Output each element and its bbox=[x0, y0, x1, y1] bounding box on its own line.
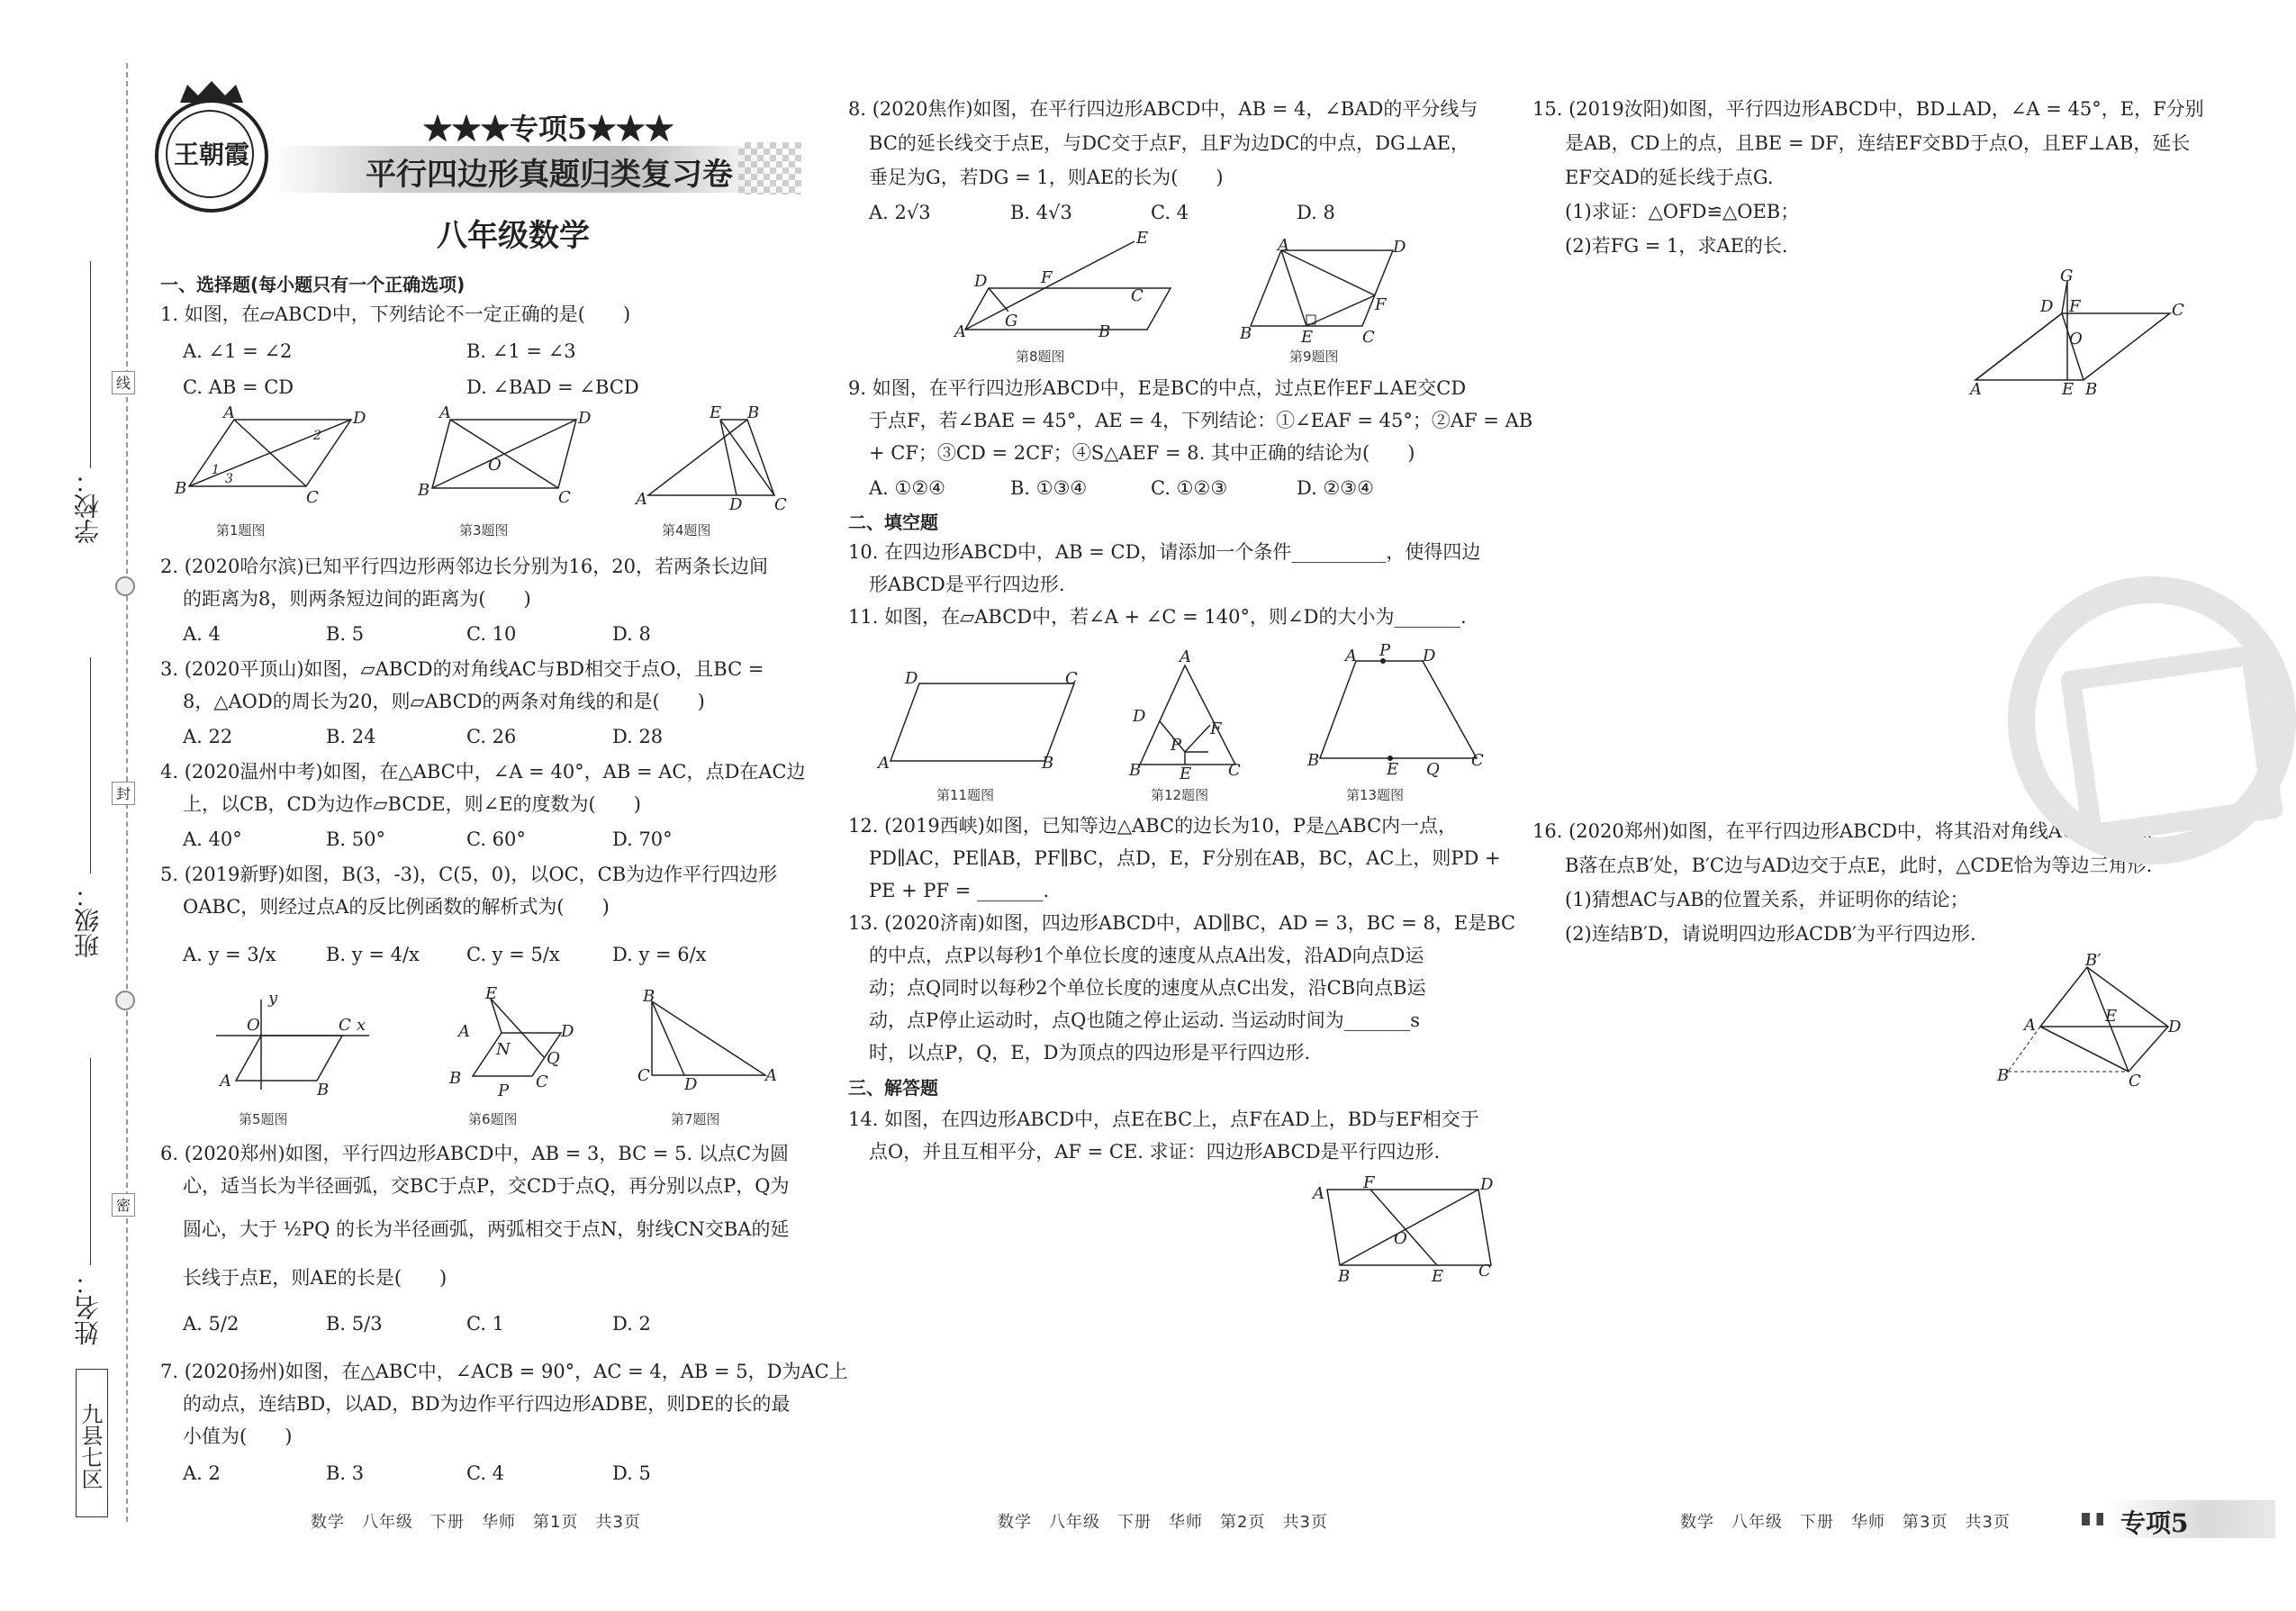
q5-option-b[interactable]: B. y = 4/x bbox=[326, 944, 420, 965]
svg-text:B: B bbox=[317, 1081, 330, 1100]
figure-6 bbox=[446, 986, 581, 1103]
question-13-line5: 时，以点P，Q，E，D为顶点的四边形是平行四边形. bbox=[869, 1042, 1311, 1063]
question-1: 1. 如图，在▱ABCD中，下列结论不一定正确的是( ) bbox=[160, 303, 631, 325]
q9-option-c[interactable]: C. ①②③ bbox=[1151, 477, 1228, 499]
svg-text:Q: Q bbox=[1426, 760, 1440, 779]
svg-text:B: B bbox=[175, 479, 187, 498]
q8-option-b[interactable]: B. 4√3 bbox=[1010, 202, 1072, 223]
caption-fig7: 第7题图 bbox=[671, 1111, 720, 1127]
watermark-seal bbox=[2008, 576, 2296, 864]
svg-text:B: B bbox=[1307, 751, 1320, 770]
svg-text:D: D bbox=[974, 272, 988, 291]
q5-option-a[interactable]: A. y = 3/x bbox=[183, 944, 276, 965]
svg-text:D: D bbox=[1393, 238, 1406, 257]
svg-text:G: G bbox=[1005, 312, 1018, 330]
svg-text:1: 1 bbox=[212, 463, 220, 477]
footer-tag-squares bbox=[2082, 1513, 2109, 1525]
q4-option-a[interactable]: A. 40° bbox=[183, 828, 242, 850]
question-15-sub2: (2)若FG = 1，求AE的长. bbox=[1565, 235, 1788, 257]
figure-3 bbox=[414, 403, 594, 507]
question-12-line3: PE + PF = _______. bbox=[869, 880, 1050, 901]
q8-option-d[interactable]: D. 8 bbox=[1297, 202, 1335, 223]
q5-option-c[interactable]: C. y = 5/x bbox=[466, 944, 560, 965]
footer-page-3: 数学 八年级 下册 华师 第3页 共3页 bbox=[1680, 1513, 2011, 1532]
q2-option-b[interactable]: B. 5 bbox=[326, 623, 365, 645]
caption-fig5: 第5题图 bbox=[239, 1111, 288, 1127]
subject-title: 八年级数学 bbox=[437, 218, 590, 254]
svg-text:F: F bbox=[1363, 1173, 1375, 1192]
q2-option-c[interactable]: C. 10 bbox=[466, 623, 517, 645]
svg-text:C: C bbox=[2129, 1072, 2141, 1091]
svg-text:D: D bbox=[1423, 647, 1436, 665]
q1-option-a[interactable]: A. ∠1 = ∠2 bbox=[183, 340, 293, 362]
question-13-line2: 的中点，点P以每秒1个单位长度的速度从点A出发，沿AD向点D运 bbox=[869, 945, 1424, 966]
svg-text:C: C bbox=[536, 1072, 548, 1091]
svg-text:C: C bbox=[1471, 751, 1484, 770]
svg-text:C: C bbox=[1065, 669, 1078, 688]
figure-13 bbox=[1307, 641, 1496, 779]
question-15-line3: EF交AD的延长线于点G. bbox=[1565, 167, 1774, 188]
q9-option-b[interactable]: B. ①③④ bbox=[1010, 477, 1088, 499]
svg-text:E: E bbox=[1387, 760, 1399, 779]
page-title: 平行四边形真题归类复习卷 bbox=[366, 157, 733, 193]
svg-text:A: A bbox=[2024, 1016, 2036, 1035]
footer-page-1: 数学 八年级 下册 华师 第1页 共3页 bbox=[311, 1513, 641, 1532]
svg-text:3: 3 bbox=[225, 472, 233, 486]
svg-text:B: B bbox=[1997, 1066, 2010, 1085]
q8-option-a[interactable]: A. 2√3 bbox=[869, 202, 931, 223]
svg-text:A: A bbox=[1313, 1184, 1324, 1203]
school-label: 学校： bbox=[73, 468, 103, 544]
question-6-line4: 长线于点E，则AE的长是( ) bbox=[183, 1267, 447, 1289]
svg-text:E: E bbox=[1301, 328, 1314, 347]
question-5-line2: OABC，则经过点A的反比例函数的解析式为( ) bbox=[183, 896, 610, 918]
logo-badge bbox=[155, 99, 268, 213]
svg-text:C: C bbox=[2172, 301, 2184, 320]
question-16-sub1: (1)猜想AC与AB的位置关系，并证明你的结论； bbox=[1565, 889, 1969, 910]
svg-text:C: C bbox=[1131, 286, 1143, 305]
q2-option-a[interactable]: A. 4 bbox=[183, 623, 221, 645]
figure-4 bbox=[630, 405, 792, 513]
svg-text:Q: Q bbox=[547, 1049, 560, 1068]
svg-text:P: P bbox=[498, 1082, 510, 1100]
name-label: 姓名： bbox=[73, 1270, 103, 1345]
question-16-sub2: (2)连结B′D，请说明四边形ACDB′为平行四边形. bbox=[1565, 923, 1976, 945]
question-9: 9. 如图，在平行四边形ABCD中，E是BC的中点，过点E作EF⊥AE交CD bbox=[848, 377, 1467, 399]
svg-text:B: B bbox=[1042, 754, 1054, 773]
q3-option-b[interactable]: B. 24 bbox=[326, 726, 376, 747]
question-9-line2: 于点F，若∠BAE = 45°，AE = 4，下列结论：①∠EAF = 45°；②AF = AB bbox=[869, 410, 1533, 431]
svg-text:P: P bbox=[1171, 736, 1182, 755]
question-7: 7. (2020扬州)如图，在△ABC中，∠ACB = 90°，AC = 4，AB = 5，D为AC上 bbox=[160, 1361, 848, 1382]
q6-option-a[interactable]: A. 5/2 bbox=[183, 1313, 240, 1335]
svg-text:E: E bbox=[1432, 1267, 1444, 1286]
question-6-line2: 心，适当长为半径画弧，交BC于点P，交CD于点Q，再分别以点P，Q为 bbox=[183, 1175, 790, 1197]
svg-text:D: D bbox=[353, 409, 366, 428]
binding-mark-line: 线 bbox=[112, 371, 135, 394]
svg-text:D: D bbox=[561, 1022, 574, 1041]
svg-text:G: G bbox=[2060, 267, 2074, 285]
svg-text:B′: B′ bbox=[2085, 951, 2102, 970]
figure-12 bbox=[1127, 647, 1253, 783]
svg-text:B: B bbox=[643, 987, 655, 1006]
question-7-line2: 的动点，连结BD，以AD，BD为边作平行四边形ADBE，则DE的长的最 bbox=[183, 1393, 791, 1415]
question-10: 10. 在四边形ABCD中，AB = CD，请添加一个条件__________，使得四边 bbox=[848, 541, 1481, 563]
question-2: 2. (2020哈尔滨)已知平行四边形两邻边长分别为16，20，若两条长边间 bbox=[160, 556, 768, 577]
caption-fig6: 第6题图 bbox=[468, 1111, 518, 1127]
question-15-line2: 是AB，CD上的点，且BE = DF，连结EF交BD于点O，且EF⊥AB，延长 bbox=[1565, 132, 2191, 154]
svg-text:A: A bbox=[1970, 380, 1982, 399]
svg-text:A: A bbox=[636, 490, 647, 509]
svg-text:B: B bbox=[1240, 324, 1252, 343]
q1-option-b[interactable]: B. ∠1 = ∠3 bbox=[466, 340, 576, 362]
question-11: 11. 如图，在▱ABCD中，若∠A + ∠C = 140°，则∠D的大小为_______. bbox=[848, 606, 1467, 628]
figure-15 bbox=[1963, 267, 2184, 403]
svg-text:D: D bbox=[2168, 1018, 2182, 1036]
svg-text:E: E bbox=[1136, 229, 1149, 248]
q4-option-d[interactable]: D. 70° bbox=[612, 828, 673, 850]
svg-text:E: E bbox=[2062, 380, 2075, 399]
caption-fig8: 第8题图 bbox=[1016, 348, 1065, 365]
question-9-line3: + CF；③CD = 2CF；④S△AEF = 8. 其中正确的结论为( ) bbox=[869, 442, 1415, 464]
svg-text:A: A bbox=[878, 754, 890, 773]
q7-option-d[interactable]: D. 5 bbox=[612, 1462, 651, 1484]
svg-text:C: C bbox=[1228, 761, 1241, 780]
svg-text:C: C bbox=[1478, 1262, 1491, 1281]
figure-1 bbox=[171, 403, 369, 507]
section-fill: 二、填空题 bbox=[848, 511, 938, 533]
svg-text:O: O bbox=[1394, 1229, 1407, 1248]
caption-fig12: 第12题图 bbox=[1151, 787, 1209, 803]
svg-text:C: C bbox=[1362, 328, 1375, 347]
svg-text:D: D bbox=[2040, 297, 2054, 316]
question-16-line2: B落在点B′处，B′C边与AD边交于点E，此时，△CDE恰为等边三角形. bbox=[1565, 855, 2153, 876]
section-choice: 一、选择题(每小题只有一个正确选项) bbox=[160, 274, 466, 295]
svg-text:B: B bbox=[1129, 761, 1142, 780]
footer-tag: 专项5 bbox=[2120, 1508, 2189, 1538]
svg-text:x: x bbox=[357, 1016, 366, 1035]
q3-option-c[interactable]: C. 26 bbox=[466, 726, 517, 747]
question-13: 13. (2020济南)如图，四边形ABCD中，AD∥BC，AD = 3，BC = 8，E是BC bbox=[848, 912, 1516, 934]
svg-text:D: D bbox=[1480, 1175, 1494, 1194]
question-3: 3. (2020平顶山)如图，▱ABCD的对角线AC与BD相交于点O，且BC = bbox=[160, 658, 764, 680]
caption-fig11: 第11题图 bbox=[936, 787, 995, 803]
caption-fig13: 第13题图 bbox=[1346, 787, 1405, 803]
svg-text:E: E bbox=[485, 984, 498, 1003]
binding-mark-close: 密 bbox=[112, 1193, 135, 1217]
svg-text:F: F bbox=[1210, 720, 1222, 738]
svg-text:D: D bbox=[1133, 707, 1146, 726]
svg-text:y: y bbox=[268, 989, 278, 1008]
svg-text:C: C bbox=[637, 1066, 650, 1085]
svg-text:O: O bbox=[488, 456, 502, 475]
svg-text:A: A bbox=[954, 322, 966, 341]
question-15-sub1: (1)求证：△OFD≌△OEB； bbox=[1565, 201, 1800, 222]
name-field[interactable] bbox=[90, 1058, 91, 1265]
question-15: 15. (2019汝阳)如图，平行四边形ABCD中，BD⊥AD，∠A = 45°，E，F分别 bbox=[1532, 98, 2204, 120]
logo-crown-icon bbox=[178, 81, 245, 104]
svg-text:F: F bbox=[2069, 297, 2081, 316]
question-13-line4: 动，点P停止运动时，点Q也随之停止运动. 当运动时间为_______s bbox=[869, 1009, 1420, 1031]
caption-fig3: 第3题图 bbox=[459, 522, 509, 539]
caption-fig1: 第1题图 bbox=[216, 522, 266, 539]
q7-option-b[interactable]: B. 3 bbox=[326, 1462, 365, 1484]
q6-option-d[interactable]: D. 2 bbox=[612, 1313, 651, 1335]
question-8-line2: BC的延长线交于点E，与DC交于点F，且F为边DC的中点，DG⊥AE， bbox=[869, 132, 1470, 154]
svg-text:A: A bbox=[458, 1022, 470, 1041]
binding-mark-seal: 封 bbox=[112, 782, 135, 805]
svg-text:A: A bbox=[220, 1072, 231, 1091]
question-16: 16. (2020郑州)如图，在平行四边形ABCD中，将其沿对角线AC对折，点 bbox=[1532, 820, 2153, 842]
svg-text:N: N bbox=[496, 1040, 511, 1059]
svg-text:A: A bbox=[765, 1066, 777, 1085]
figure-9 bbox=[1238, 236, 1418, 347]
figure-14 bbox=[1313, 1173, 1494, 1286]
q3-option-a[interactable]: A. 22 bbox=[183, 726, 233, 747]
caption-fig9: 第9题图 bbox=[1289, 348, 1339, 365]
svg-text:A: A bbox=[1278, 236, 1289, 255]
question-8: 8. (2020焦作)如图，在平行四边形ABCD中，AB = 4，∠BAD的平分线与 bbox=[848, 98, 1478, 120]
question-6-line3: 圆心，大于 ½PQ 的长为半径画弧，两弧相交于点N，射线CN交BA的延 bbox=[183, 1218, 790, 1240]
svg-text:F: F bbox=[1375, 295, 1387, 314]
svg-text:D: D bbox=[905, 669, 918, 688]
q6-option-b[interactable]: B. 5/3 bbox=[326, 1313, 383, 1335]
binding-dot bbox=[115, 991, 135, 1010]
q7-option-c[interactable]: C. 4 bbox=[466, 1462, 505, 1484]
q3-option-d[interactable]: D. 28 bbox=[612, 726, 664, 747]
logo-text: 王朝霞 bbox=[173, 140, 249, 169]
caption-fig4: 第4题图 bbox=[662, 522, 711, 539]
binding-dot bbox=[115, 576, 135, 596]
svg-text:C: C bbox=[306, 488, 319, 507]
svg-text:F: F bbox=[1041, 268, 1053, 287]
area-box: 九县七区 bbox=[76, 1369, 108, 1517]
svg-text:C: C bbox=[339, 1016, 351, 1035]
question-4: 4. (2020温州中考)如图，在△ABC中，∠A = 40°，AB = AC，点D在AC边 bbox=[160, 761, 806, 783]
svg-text:A: A bbox=[1345, 647, 1357, 665]
question-14-line2: 点O，并且互相平分，AF = CE. 求证：四边形ABCD是平行四边形. bbox=[869, 1141, 1441, 1163]
q6-option-c[interactable]: C. 1 bbox=[466, 1313, 505, 1335]
question-3-line2: 8，△AOD的周长为20，则▱ABCD的两条对角线的和是( ) bbox=[183, 691, 705, 712]
svg-text:D: D bbox=[578, 409, 592, 428]
svg-text:D: D bbox=[729, 495, 743, 514]
q9-option-d[interactable]: D. ②③④ bbox=[1297, 477, 1374, 499]
question-14: 14. 如图，在四边形ABCD中，点E在BC上，点F在AD上，BD与EF相交于 bbox=[848, 1109, 1479, 1130]
svg-text:B: B bbox=[747, 403, 760, 422]
svg-text:O: O bbox=[2069, 330, 2083, 348]
question-4-line2: 上，以CB，CD为边作▱BCDE，则∠E的度数为( ) bbox=[183, 793, 641, 815]
q1-option-d[interactable]: D. ∠BAD = ∠BCD bbox=[466, 376, 639, 398]
svg-text:B: B bbox=[1098, 322, 1111, 341]
question-5: 5. (2019新野)如图，B(3，-3)，C(5，0)，以OC，CB为边作平行四边形 bbox=[160, 864, 778, 885]
figure-8 bbox=[954, 229, 1153, 341]
svg-text:E: E bbox=[1180, 765, 1192, 783]
school-field[interactable] bbox=[90, 261, 91, 468]
q9-option-a[interactable]: A. ①②④ bbox=[869, 477, 945, 499]
svg-text:A: A bbox=[1180, 647, 1191, 666]
figure-11 bbox=[878, 669, 1085, 773]
q7-option-a[interactable]: A. 2 bbox=[183, 1462, 221, 1484]
figure-7 bbox=[630, 987, 783, 1099]
svg-text:A: A bbox=[223, 403, 235, 422]
question-12: 12. (2019西峡)如图，已知等边△ABC的边长为10，P是△ABC内一点， bbox=[848, 815, 1458, 837]
question-10-line2: 形ABCD是平行四边形. bbox=[869, 574, 1065, 595]
q4-option-b[interactable]: B. 50° bbox=[326, 828, 386, 850]
q5-option-d[interactable]: D. y = 6/x bbox=[612, 944, 707, 965]
footer-page-2: 数学 八年级 下册 华师 第2页 共3页 bbox=[998, 1513, 1328, 1532]
svg-text:E: E bbox=[2105, 1007, 2118, 1026]
question-6: 6. (2020郑州)如图，平行四边形ABCD中，AB = 3，BC = 5. 以点C为圆 bbox=[160, 1143, 789, 1164]
svg-text:E: E bbox=[710, 403, 722, 422]
svg-text:2: 2 bbox=[313, 429, 321, 443]
section-answer: 三、解答题 bbox=[848, 1077, 938, 1099]
class-label: 班级： bbox=[73, 882, 103, 958]
svg-text:P: P bbox=[1379, 641, 1391, 660]
svg-text:B: B bbox=[1338, 1267, 1351, 1286]
question-2-line2: 的距离为8，则两条短边间的距离为( ) bbox=[183, 588, 531, 610]
class-field[interactable] bbox=[90, 657, 91, 873]
question-13-line3: 动；点Q同时以每秒2个单位长度的速度从点C出发，沿CB向点B运 bbox=[869, 977, 1426, 999]
svg-text:B: B bbox=[418, 481, 430, 500]
question-8-line3: 垂足为G，若DG = 1，则AE的长为( ) bbox=[869, 167, 1224, 188]
special-tag: ★★★专项5★★★ bbox=[423, 112, 674, 146]
question-12-line2: PD∥AC，PE∥AB，PF∥BC，点D，E，F分别在AB，BC，AC上，则PD + bbox=[869, 847, 1501, 869]
svg-text:A: A bbox=[439, 403, 451, 422]
svg-text:D: D bbox=[684, 1075, 698, 1094]
question-7-line3: 小值为( ) bbox=[183, 1425, 293, 1447]
q8-option-c[interactable]: C. 4 bbox=[1151, 202, 1189, 223]
q2-option-d[interactable]: D. 8 bbox=[612, 623, 651, 645]
figure-16 bbox=[1997, 951, 2186, 1091]
q1-option-c[interactable]: C. AB = CD bbox=[183, 376, 294, 398]
svg-text:B: B bbox=[2085, 380, 2098, 399]
svg-text:B: B bbox=[449, 1069, 462, 1088]
svg-text:O: O bbox=[247, 1016, 260, 1035]
figure-5 bbox=[207, 991, 378, 1099]
svg-text:C: C bbox=[774, 495, 787, 514]
svg-text:C: C bbox=[558, 488, 571, 507]
q4-option-c[interactable]: C. 60° bbox=[466, 828, 526, 850]
